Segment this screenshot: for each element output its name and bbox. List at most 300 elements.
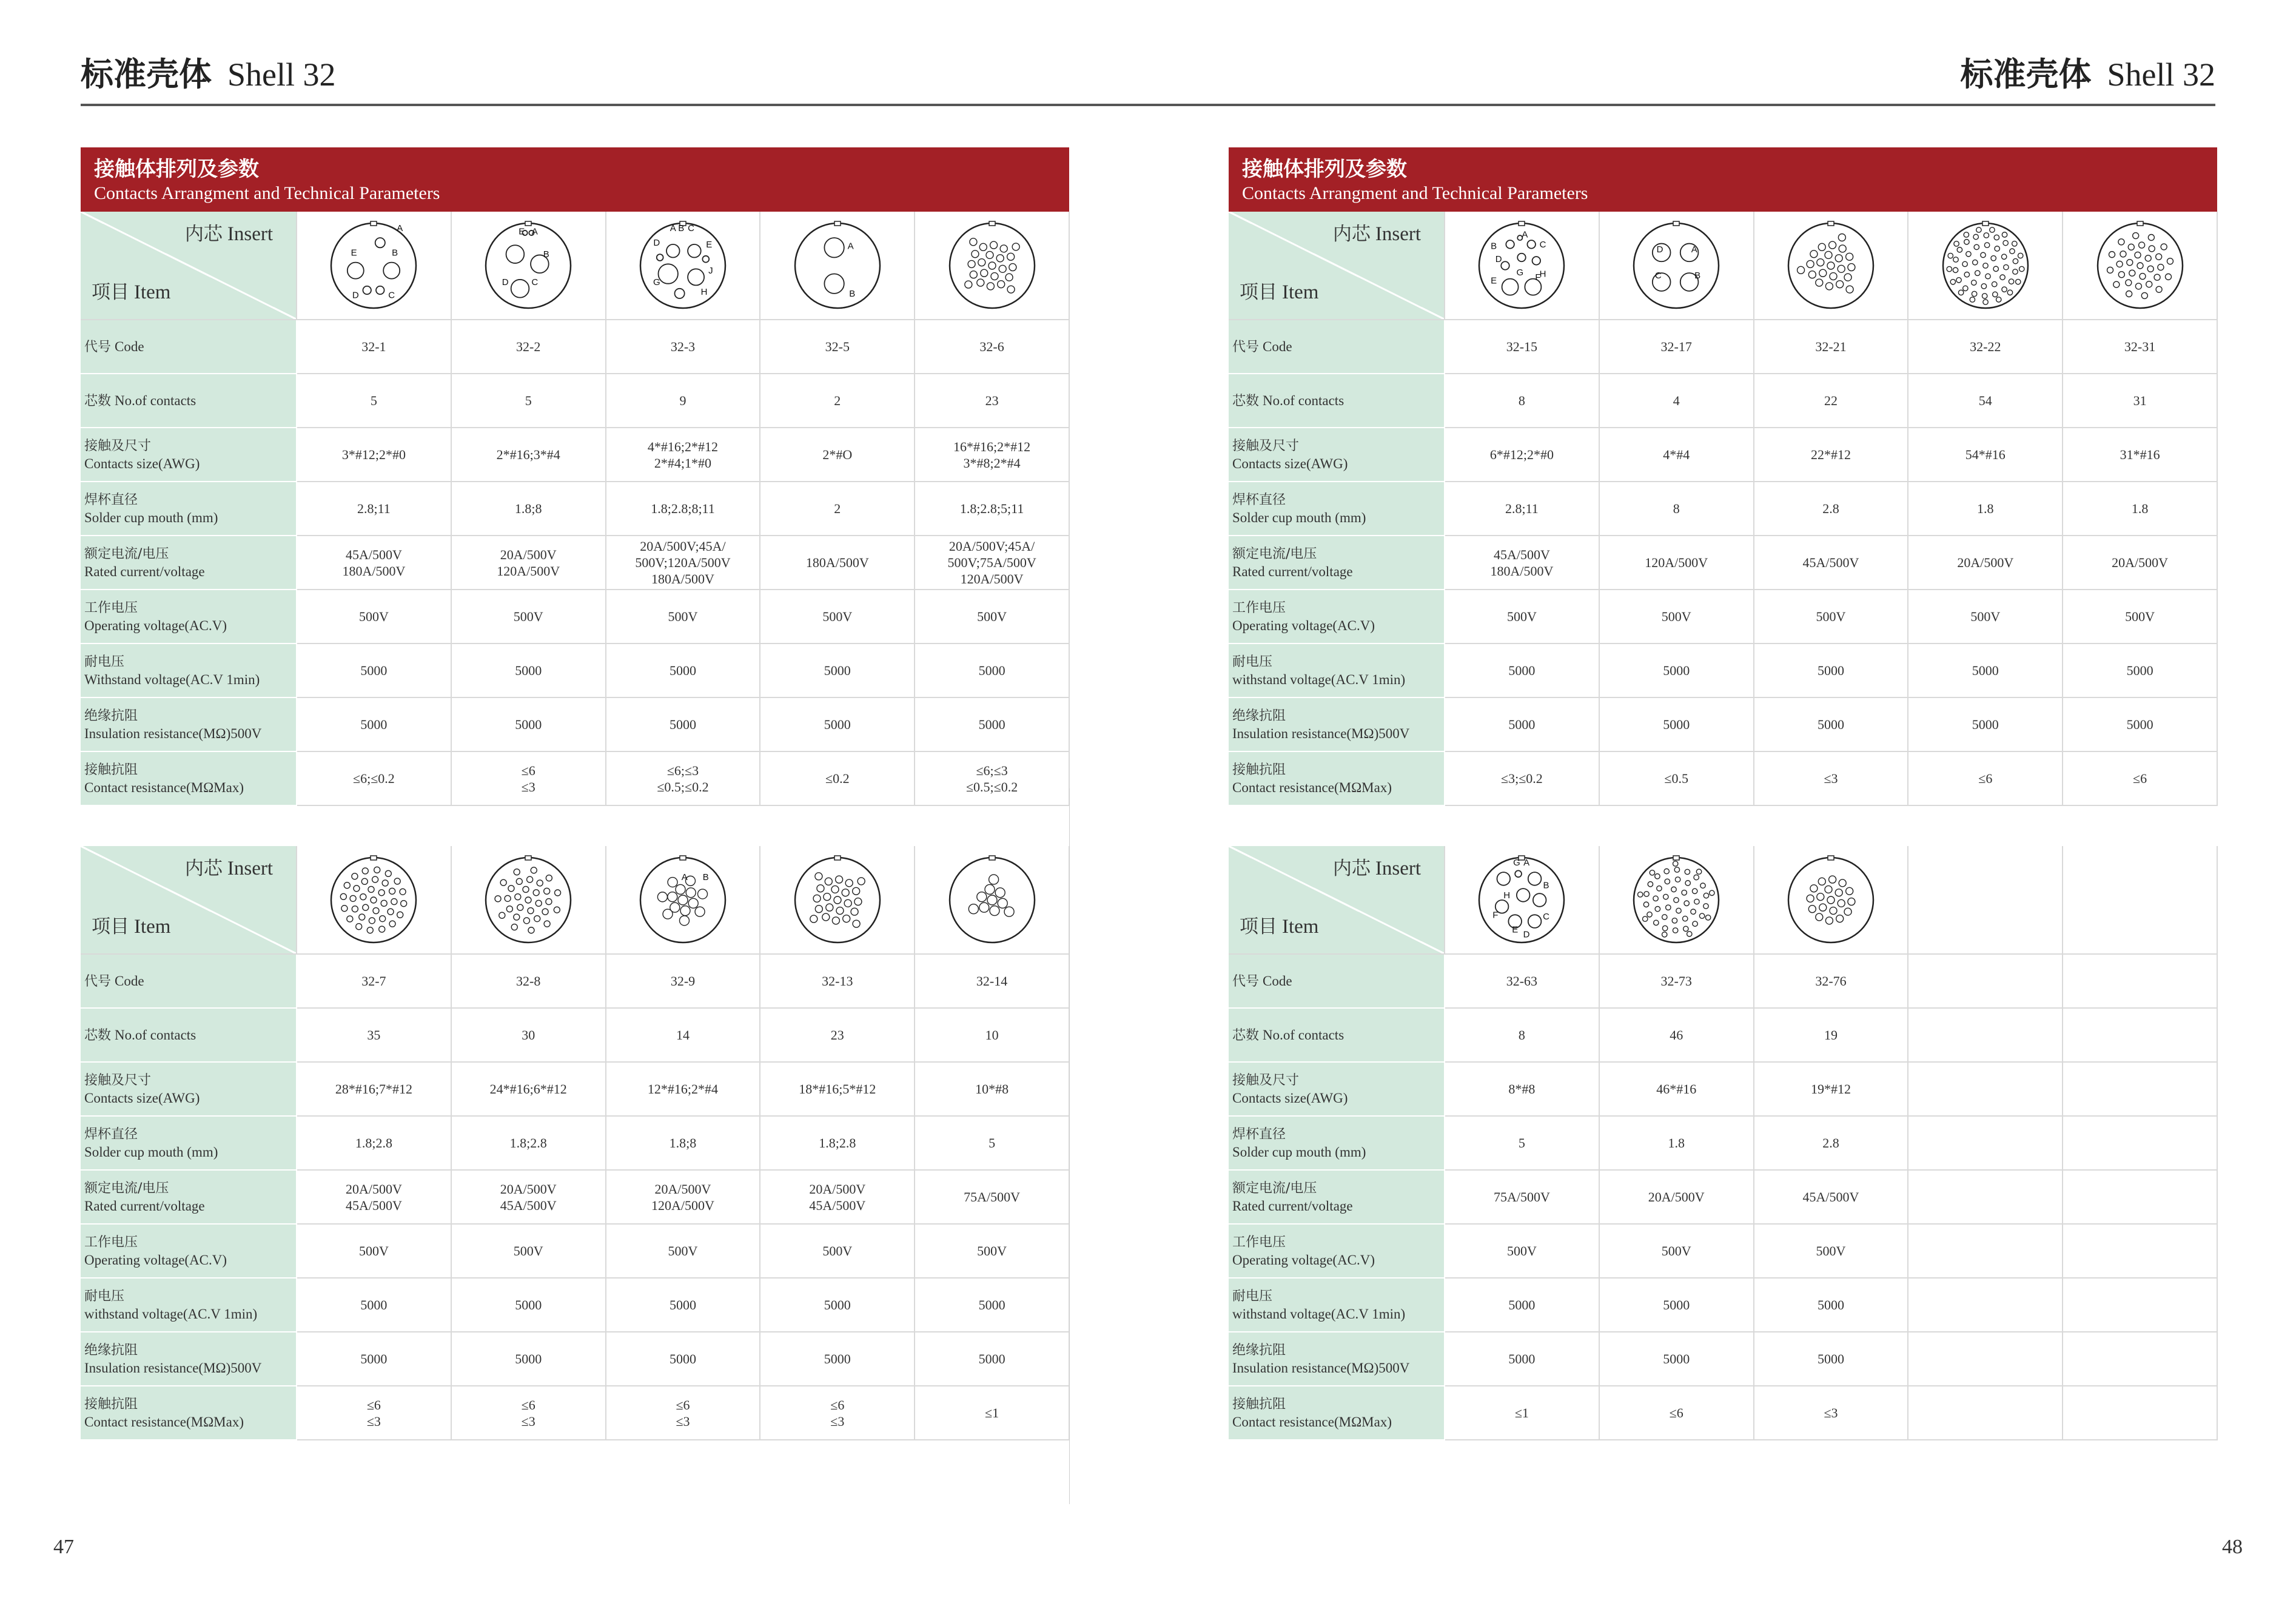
contact-letter: H — [1540, 269, 1546, 279]
spec-value-size: 28*#16;7*#12 — [297, 1062, 451, 1116]
contact-letter: F — [1492, 909, 1499, 920]
spec-value-code: 32-13 — [760, 954, 915, 1008]
spec-row-op — [81, 590, 1069, 643]
spec-value-code: 32-15 — [1445, 320, 1599, 374]
spec-value-op: 500V — [606, 1224, 760, 1278]
row-label: 接触及尺寸 Contacts size(AWG) — [1229, 1062, 1445, 1116]
insert-diagram-cell — [451, 212, 606, 320]
banner-title-en: Contacts Arrangment and Technical Parameters — [94, 183, 440, 203]
spec-value-rated: 20A/500V;45A/ 500V;75A/500V 120A/500V — [915, 536, 1069, 590]
spec-value-cup: 2.8;11 — [1445, 482, 1599, 536]
page-number: 48 — [2222, 1536, 2243, 1558]
contact-letter: A — [670, 223, 676, 234]
spec-value-rated: 75A/500V — [915, 1170, 1069, 1224]
spec-table — [1229, 846, 2218, 1440]
contact-letter: C — [1540, 239, 1546, 250]
insert-layout-diagram — [483, 855, 574, 946]
spec-value-rated: 180A/500V — [760, 536, 915, 590]
spec-value-code: 32-9 — [606, 954, 760, 1008]
spec-value-cup: 2.8;11 — [297, 482, 451, 536]
spec-value-rated: 20A/500V 120A/500V — [451, 536, 606, 590]
spec-value-size: 24*#16;6*#12 — [451, 1062, 606, 1116]
spec-value-resistance: ≤3 — [1754, 751, 1908, 805]
spec-value-rated: 45A/500V 180A/500V — [297, 536, 451, 590]
spec-value-withstand: 5000 — [297, 1278, 451, 1332]
spec-value-insulation: 5000 — [1599, 697, 1754, 751]
row-label: 焊杯直径 Solder cup mouth (mm) — [1229, 1116, 1445, 1170]
spec-value-contacts: 30 — [451, 1008, 606, 1062]
spec-value-withstand: 5000 — [1445, 643, 1599, 697]
row-label: 绝缘抗阻 Insulation resistance(MΩ)500V — [81, 1332, 297, 1386]
page-header — [1148, 55, 2215, 106]
spec-value-resistance: ≤6 — [1908, 751, 2063, 805]
row-label: 额定电流/电压 Rated current/voltage — [1229, 536, 1445, 590]
insert-layout-diagram — [947, 220, 1038, 311]
spec-value-insulation: 5000 — [760, 1332, 915, 1386]
spec-value-op: 500V — [1754, 1224, 1908, 1278]
contact-letter: B — [1491, 241, 1497, 252]
spec-value-resistance — [1908, 1386, 2063, 1440]
spec-value-op: 500V — [1599, 1224, 1754, 1278]
spec-value-cup: 2 — [760, 482, 915, 536]
spec-value-withstand: 5000 — [1599, 643, 1754, 697]
spec-value-insulation: 5000 — [915, 697, 1069, 751]
row-label: 代号 Code — [81, 954, 297, 1008]
row-label: 耐电压 withstand voltage(AC.V 1min) — [1229, 1278, 1445, 1332]
spec-value-contacts: 35 — [297, 1008, 451, 1062]
spec-value-cup: 2.8 — [1754, 1116, 1908, 1170]
item-header: 项目 Item — [92, 916, 171, 938]
row-label: 接触及尺寸 Contacts size(AWG) — [81, 428, 297, 482]
row-label: 接触抗阻 Contact resistance(MΩMax) — [81, 1386, 297, 1440]
page-header — [81, 55, 1148, 106]
spec-value-code — [1908, 954, 2063, 1008]
insert-diagram-cell — [2063, 846, 2217, 954]
spec-value-insulation — [2063, 1332, 2217, 1386]
contact-letter: B — [849, 288, 856, 299]
contact-letter: G — [1516, 267, 1524, 278]
contact-letter: J — [708, 265, 713, 276]
spec-row-size — [81, 1062, 1069, 1116]
spec-value-insulation: 5000 — [915, 1332, 1069, 1386]
spec-value-contacts: 9 — [606, 374, 760, 428]
row-label: 耐电压 Withstand voltage(AC.V 1min) — [81, 643, 297, 697]
spec-value-cup: 8 — [1599, 482, 1754, 536]
spec-value-withstand: 5000 — [915, 1278, 1069, 1332]
spec-value-code: 32-21 — [1754, 320, 1908, 374]
spec-value-resistance: ≤6 ≤3 — [451, 751, 606, 805]
spec-value-code — [2063, 954, 2217, 1008]
contact-letter: B — [543, 249, 549, 260]
spec-row-contacts — [81, 1008, 1069, 1062]
insert-diagram-cell — [297, 212, 451, 320]
contact-letter: A — [681, 872, 688, 882]
contact-letter: A — [1691, 244, 1697, 255]
row-label: 焊杯直径 Solder cup mouth (mm) — [81, 482, 297, 536]
spec-row-insulation — [1229, 697, 2217, 751]
spec-value-insulation: 5000 — [451, 697, 606, 751]
row-label: 绝缘抗阻 Insulation resistance(MΩ)500V — [1229, 697, 1445, 751]
spec-table — [1229, 212, 2218, 806]
spec-value-rated — [2063, 1170, 2217, 1224]
spec-value-size: 4*#16;2*#12 2*#4;1*#0 — [606, 428, 760, 482]
spec-value-insulation: 5000 — [1445, 697, 1599, 751]
spec-value-contacts: 23 — [760, 1008, 915, 1062]
spec-row-rated — [1229, 536, 2217, 590]
insert-layout-diagram — [637, 220, 728, 311]
spec-value-withstand: 5000 — [1445, 1278, 1599, 1332]
spec-value-contacts: 23 — [915, 374, 1069, 428]
contact-letter: A — [1523, 857, 1530, 868]
item-header: 项目 Item — [1240, 281, 1319, 303]
spec-value-insulation: 5000 — [297, 1332, 451, 1386]
spec-value-size: 2*#O — [760, 428, 915, 482]
spec-value-resistance: ≤0.2 — [760, 751, 915, 805]
spec-row-code — [1229, 320, 2217, 374]
spec-value-cup: 1.8;8 — [606, 1116, 760, 1170]
spec-row-contacts — [1229, 1008, 2217, 1062]
insert-layout-diagram — [483, 220, 574, 311]
spec-row-code — [81, 954, 1069, 1008]
spec-value-rated: 45A/500V 180A/500V — [1445, 536, 1599, 590]
insert-diagram-cell — [1445, 212, 1599, 320]
spec-value-op: 500V — [760, 590, 915, 643]
spec-value-size: 19*#12 — [1754, 1062, 1908, 1116]
insert-header: 内芯 Insert — [1332, 223, 1421, 245]
spec-value-op — [2063, 1224, 2217, 1278]
page-title: 标准壳体 Shell 32 — [81, 55, 336, 93]
spec-value-contacts: 31 — [2063, 374, 2217, 428]
spec-value-size: 31*#16 — [2063, 428, 2217, 482]
item-header: 项目 Item — [92, 281, 171, 303]
spec-value-cup — [2063, 1116, 2217, 1170]
spec-value-cup: 5 — [1445, 1116, 1599, 1170]
spec-row-op — [1229, 1224, 2217, 1278]
insert-diagram-cell — [1908, 212, 2063, 320]
spec-value-resistance: ≤1 — [915, 1386, 1069, 1440]
contact-letter: B — [702, 872, 709, 882]
row-label: 代号 Code — [1229, 954, 1445, 1008]
spec-value-resistance: ≤1 — [1445, 1386, 1599, 1440]
spec-value-insulation: 5000 — [297, 697, 451, 751]
insert-diagram-cell — [1754, 212, 1908, 320]
insert-header: 内芯 Insert — [1332, 858, 1421, 879]
insert-layout-diagram — [1631, 855, 1722, 946]
row-label: 接触抗阻 Contact resistance(MΩMax) — [1229, 751, 1445, 805]
spec-value-size: 4*#4 — [1599, 428, 1754, 482]
spec-value-withstand: 5000 — [1599, 1278, 1754, 1332]
spec-value-code: 32-8 — [451, 954, 606, 1008]
row-label: 焊杯直径 Solder cup mouth (mm) — [1229, 482, 1445, 536]
contact-letter: E — [1512, 924, 1519, 935]
spec-row-size — [1229, 1062, 2217, 1116]
contact-letter: A — [531, 226, 538, 237]
spec-value-resistance: ≤6 — [2063, 751, 2217, 805]
spec-value-op: 500V — [1754, 590, 1908, 643]
spec-value-code: 32-63 — [1445, 954, 1599, 1008]
contact-letter: A — [1522, 229, 1528, 240]
spec-value-code: 32-3 — [606, 320, 760, 374]
spec-value-withstand — [1908, 1278, 2063, 1332]
spec-value-resistance — [2063, 1386, 2217, 1440]
spec-value-size: 6*#12;2*#0 — [1445, 428, 1599, 482]
spec-value-insulation: 5000 — [1754, 697, 1908, 751]
spec-value-insulation: 5000 — [606, 697, 760, 751]
spec-row-resistance — [81, 1386, 1069, 1440]
spec-value-cup: 1.8 — [1908, 482, 2063, 536]
contact-letter: H — [1503, 890, 1511, 901]
contact-letter: A — [847, 241, 854, 252]
contact-letter: E — [1491, 275, 1497, 286]
contact-letter: H — [700, 286, 708, 297]
contact-letter: B — [1694, 270, 1701, 281]
spec-row-size — [1229, 428, 2217, 482]
banner-title-zh: 接触体排列及参数 — [94, 157, 259, 181]
spec-value-resistance: ≤3 — [1754, 1386, 1908, 1440]
spec-value-rated: 20A/500V;45A/ 500V;120A/500V 180A/500V — [606, 536, 760, 590]
spec-value-insulation: 5000 — [1908, 697, 2063, 751]
spec-value-insulation — [1908, 1332, 2063, 1386]
spec-value-cup: 1.8 — [2063, 482, 2217, 536]
spec-table — [81, 846, 1070, 1440]
contact-letter: A — [397, 223, 403, 234]
spec-value-contacts: 4 — [1599, 374, 1754, 428]
spec-value-contacts: 8 — [1445, 374, 1599, 428]
row-label: 焊杯直径 Solder cup mouth (mm) — [81, 1116, 297, 1170]
spec-value-rated: 20A/500V 45A/500V — [451, 1170, 606, 1224]
spec-table-block — [1229, 846, 2217, 1440]
header-corner-cell — [81, 846, 297, 954]
spec-value-cup: 1.8;8 — [451, 482, 606, 536]
spec-value-withstand: 5000 — [1754, 643, 1908, 697]
spec-value-contacts: 5 — [451, 374, 606, 428]
spec-value-resistance: ≤6 ≤3 — [297, 1386, 451, 1440]
spec-value-size: 8*#8 — [1445, 1062, 1599, 1116]
spec-row-cup — [81, 482, 1069, 536]
spec-value-rated: 45A/500V — [1754, 1170, 1908, 1224]
spec-value-insulation: 5000 — [451, 1332, 606, 1386]
spec-value-rated: 75A/500V — [1445, 1170, 1599, 1224]
insert-layout-diagram — [1785, 855, 1876, 946]
spec-value-withstand: 5000 — [451, 1278, 606, 1332]
spec-value-contacts: 54 — [1908, 374, 2063, 428]
spec-value-withstand: 5000 — [1908, 643, 2063, 697]
spec-row-rated — [1229, 1170, 2217, 1224]
spec-row-resistance — [1229, 1386, 2217, 1440]
contact-letter: C — [1655, 270, 1662, 281]
spec-value-insulation: 5000 — [1445, 1332, 1599, 1386]
insert-layout-diagram — [1785, 220, 1876, 311]
insert-diagram-cell — [451, 846, 606, 954]
insert-layout-diagram — [792, 855, 883, 946]
row-label: 接触抗阻 Contact resistance(MΩMax) — [1229, 1386, 1445, 1440]
insert-layout-diagram — [1631, 220, 1722, 311]
spec-value-code: 32-17 — [1599, 320, 1754, 374]
section-banner — [1229, 147, 2217, 212]
row-label: 绝缘抗阻 Insulation resistance(MΩ)500V — [1229, 1332, 1445, 1386]
row-label: 接触及尺寸 Contacts size(AWG) — [81, 1062, 297, 1116]
spec-value-size — [1908, 1062, 2063, 1116]
spec-value-code: 32-7 — [297, 954, 451, 1008]
row-label: 绝缘抗阻 Insulation resistance(MΩ)500V — [81, 697, 297, 751]
spec-row-cup — [1229, 482, 2217, 536]
spec-value-resistance: ≤0.5 — [1599, 751, 1754, 805]
spec-value-rated: 120A/500V — [1599, 536, 1754, 590]
contact-letter: G — [653, 277, 660, 287]
spec-row-op — [81, 1224, 1069, 1278]
spec-value-resistance: ≤6 — [1599, 1386, 1754, 1440]
spec-table-block — [81, 147, 1069, 806]
spec-value-contacts: 2 — [760, 374, 915, 428]
row-label: 耐电压 withstand voltage(AC.V 1min) — [81, 1278, 297, 1332]
insert-row — [81, 212, 1069, 320]
contact-letter: E — [706, 239, 713, 250]
spec-value-resistance: ≤3;≤0.2 — [1445, 751, 1599, 805]
spec-value-rated: 20A/500V 120A/500V — [606, 1170, 760, 1224]
row-label: 耐电压 withstand voltage(AC.V 1min) — [1229, 643, 1445, 697]
spec-row-code — [81, 320, 1069, 374]
spec-value-withstand: 5000 — [2063, 643, 2217, 697]
spec-value-rated: 20A/500V 45A/500V — [297, 1170, 451, 1224]
page-48 — [1148, 0, 2296, 1623]
spec-value-op: 500V — [915, 590, 1069, 643]
contact-letter: E — [519, 226, 525, 237]
spec-value-size: 10*#8 — [915, 1062, 1069, 1116]
spec-row-insulation — [81, 1332, 1069, 1386]
insert-diagram-cell — [1445, 846, 1599, 954]
insert-diagram-cell — [1908, 846, 2063, 954]
spec-value-size: 54*#16 — [1908, 428, 2063, 482]
spec-row-cup — [81, 1116, 1069, 1170]
spec-row-contacts — [1229, 374, 2217, 428]
spec-value-cup: 1.8;2.8 — [451, 1116, 606, 1170]
insert-row — [1229, 846, 2217, 954]
spec-value-withstand: 5000 — [760, 1278, 915, 1332]
insert-diagram-cell — [2063, 212, 2217, 320]
spec-row-cup — [1229, 1116, 2217, 1170]
spec-row-rated — [81, 536, 1069, 590]
spec-row-size — [81, 428, 1069, 482]
spec-value-op: 500V — [1908, 590, 2063, 643]
spec-value-contacts — [1908, 1008, 2063, 1062]
spec-value-cup — [1908, 1116, 2063, 1170]
spec-row-withstand — [1229, 1278, 2217, 1332]
spec-value-rated: 20A/500V 45A/500V — [760, 1170, 915, 1224]
spec-value-op: 500V — [2063, 590, 2217, 643]
spec-value-code: 32-14 — [915, 954, 1069, 1008]
insert-diagram-cell — [915, 212, 1069, 320]
contact-letter: D — [653, 237, 660, 248]
row-label: 接触及尺寸 Contacts size(AWG) — [1229, 428, 1445, 482]
insert-layout-diagram — [2095, 220, 2186, 311]
spec-value-op: 500V — [297, 1224, 451, 1278]
spec-value-withstand: 5000 — [760, 643, 915, 697]
insert-header: 内芯 Insert — [184, 223, 273, 245]
spec-value-size: 18*#16;5*#12 — [760, 1062, 915, 1116]
spec-value-contacts: 46 — [1599, 1008, 1754, 1062]
spec-value-op: 500V — [451, 1224, 606, 1278]
spec-value-code: 32-5 — [760, 320, 915, 374]
contact-letter: C — [1543, 911, 1550, 922]
insert-row — [81, 846, 1069, 954]
page-divider — [1069, 788, 1070, 1504]
contact-letter: F — [1535, 272, 1541, 283]
insert-diagram-cell — [1599, 212, 1754, 320]
spec-row-resistance — [81, 751, 1069, 805]
spec-value-withstand: 5000 — [606, 643, 760, 697]
spec-value-op: 500V — [1445, 1224, 1599, 1278]
insert-layout-diagram — [328, 855, 419, 946]
contact-letter: D — [502, 277, 509, 287]
contact-letter: D — [1523, 929, 1530, 940]
spec-value-op: 500V — [1445, 590, 1599, 643]
spec-value-op: 500V — [451, 590, 606, 643]
contact-letter: C — [531, 277, 539, 287]
spec-row-contacts — [81, 374, 1069, 428]
row-label: 工作电压 Operating voltage(AC.V) — [81, 1224, 297, 1278]
spec-value-size: 3*#12;2*#0 — [297, 428, 451, 482]
spec-value-op: 500V — [915, 1224, 1069, 1278]
contact-letter: E — [351, 247, 357, 258]
spec-table — [81, 212, 1070, 806]
spec-value-op — [1908, 1224, 2063, 1278]
row-label: 芯数 No.of contacts — [1229, 1008, 1445, 1062]
spec-value-code: 32-31 — [2063, 320, 2217, 374]
spec-value-resistance: ≤6 ≤3 — [606, 1386, 760, 1440]
spec-value-rated: 45A/500V — [1754, 536, 1908, 590]
spec-value-cup: 1.8;2.8 — [760, 1116, 915, 1170]
spec-value-contacts — [2063, 1008, 2217, 1062]
spec-value-withstand: 5000 — [1754, 1278, 1908, 1332]
insert-diagram-cell — [915, 846, 1069, 954]
spec-value-insulation: 5000 — [1599, 1332, 1754, 1386]
row-label: 工作电压 Operating voltage(AC.V) — [1229, 590, 1445, 643]
spec-value-op: 500V — [297, 590, 451, 643]
spec-value-op: 500V — [1599, 590, 1754, 643]
spec-value-contacts: 8 — [1445, 1008, 1599, 1062]
contact-letter: D — [1495, 254, 1503, 264]
spec-value-cup: 2.8 — [1754, 482, 1908, 536]
insert-layout-diagram — [1476, 220, 1567, 311]
contact-letter: G — [1513, 857, 1521, 868]
row-label: 额定电流/电压 Rated current/voltage — [81, 536, 297, 590]
spec-value-insulation: 5000 — [2063, 697, 2217, 751]
spec-value-rated: 20A/500V — [1908, 536, 2063, 590]
spec-value-resistance: ≤6;≤3 ≤0.5;≤0.2 — [606, 751, 760, 805]
contact-letter: B — [392, 247, 398, 258]
contact-letter: C — [388, 290, 395, 301]
spec-value-insulation: 5000 — [760, 697, 915, 751]
row-label: 芯数 No.of contacts — [81, 374, 297, 428]
row-label: 代号 Code — [81, 320, 297, 374]
banner-title-zh: 接触体排列及参数 — [1242, 157, 1407, 181]
spec-value-withstand — [2063, 1278, 2217, 1332]
row-label: 芯数 No.of contacts — [81, 1008, 297, 1062]
spec-value-size: 2*#16;3*#4 — [451, 428, 606, 482]
insert-diagram-cell — [760, 212, 915, 320]
spec-value-rated: 20A/500V — [2063, 536, 2217, 590]
row-label: 额定电流/电压 Rated current/voltage — [1229, 1170, 1445, 1224]
insert-diagram-cell — [760, 846, 915, 954]
insert-diagram-cell — [1599, 846, 1754, 954]
spec-row-insulation — [1229, 1332, 2217, 1386]
row-label: 芯数 No.of contacts — [1229, 374, 1445, 428]
spec-value-code: 32-73 — [1599, 954, 1754, 1008]
spec-value-withstand: 5000 — [915, 643, 1069, 697]
spec-row-insulation — [81, 697, 1069, 751]
spec-value-contacts: 22 — [1754, 374, 1908, 428]
spec-value-cup: 1.8 — [1599, 1116, 1754, 1170]
